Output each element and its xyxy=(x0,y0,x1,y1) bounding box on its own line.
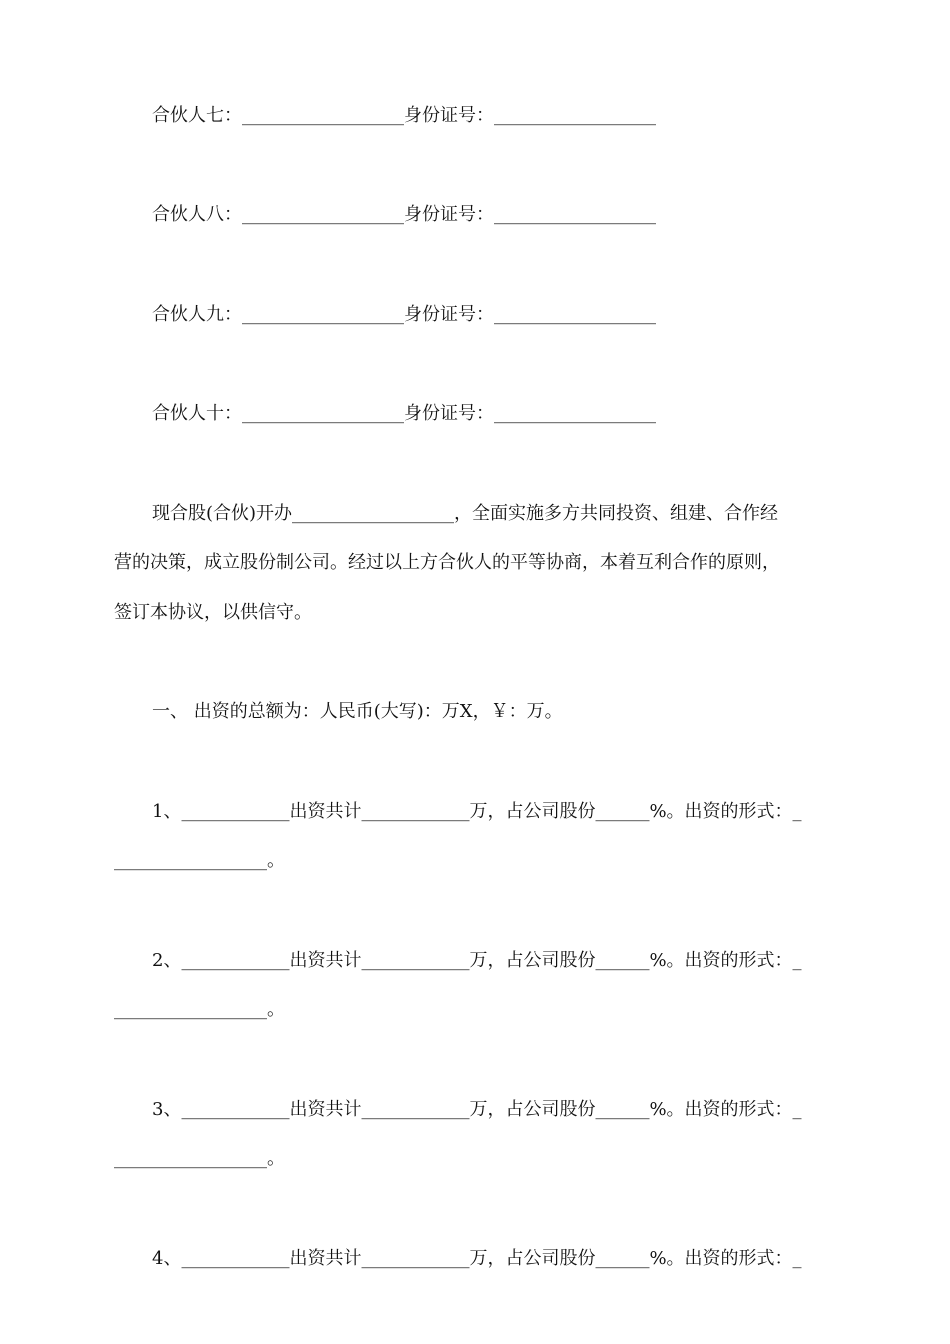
contribution-line: 1、____________出资共计____________万，占公司股份______%。出资的形式：_ xyxy=(152,801,802,822)
contribution-cont: _________________。 xyxy=(114,999,285,1020)
id-label: 身份证号： xyxy=(404,304,494,325)
id-blank: __________________ xyxy=(494,304,656,325)
partner-name-blank: __________________ xyxy=(242,304,404,325)
id-label: 身份证号： xyxy=(404,204,494,225)
contribution-cont: _________________。 xyxy=(114,850,285,871)
contribution-line: 4、____________出资共计____________万，占公司股份______%。出资的形式：_ xyxy=(152,1248,802,1269)
intro-line-2: 营的决策，成立股份制公司。经过以上方合伙人的平等协商，本着互利合作的原则， xyxy=(114,552,780,573)
partner-label: 合伙人八： xyxy=(152,204,242,225)
intro-line-3: 签订本协议，以供信守。 xyxy=(114,602,312,623)
section-heading: 一、 出资的总额为：人民币(大写)：万X，￥：万。 xyxy=(152,701,563,722)
contribution-line: 3、____________出资共计____________万，占公司股份______%。出资的形式：_ xyxy=(152,1099,802,1120)
partner-row xyxy=(152,104,656,128)
partner-label: 合伙人九： xyxy=(152,304,242,325)
contribution-cont: _________________。 xyxy=(114,1148,285,1169)
intro-line-1: 现合股(合伙)开办__________________，全面实施多方共同投资、组建、合作经 xyxy=(152,503,779,524)
partner-row xyxy=(152,303,656,327)
partner-name-blank: __________________ xyxy=(242,105,404,126)
contribution-line: 2、____________出资共计____________万，占公司股份______%。出资的形式：_ xyxy=(152,950,802,971)
id-blank: __________________ xyxy=(494,105,656,126)
partner-row xyxy=(152,402,656,426)
partner-label: 合伙人七： xyxy=(152,105,242,126)
id-blank: __________________ xyxy=(494,403,656,424)
partner-row xyxy=(152,203,656,227)
partner-label: 合伙人十： xyxy=(152,403,242,424)
partner-name-blank: __________________ xyxy=(242,204,404,225)
id-label: 身份证号： xyxy=(404,105,494,126)
id-blank: __________________ xyxy=(494,204,656,225)
id-label: 身份证号： xyxy=(404,403,494,424)
partner-name-blank: __________________ xyxy=(242,403,404,424)
